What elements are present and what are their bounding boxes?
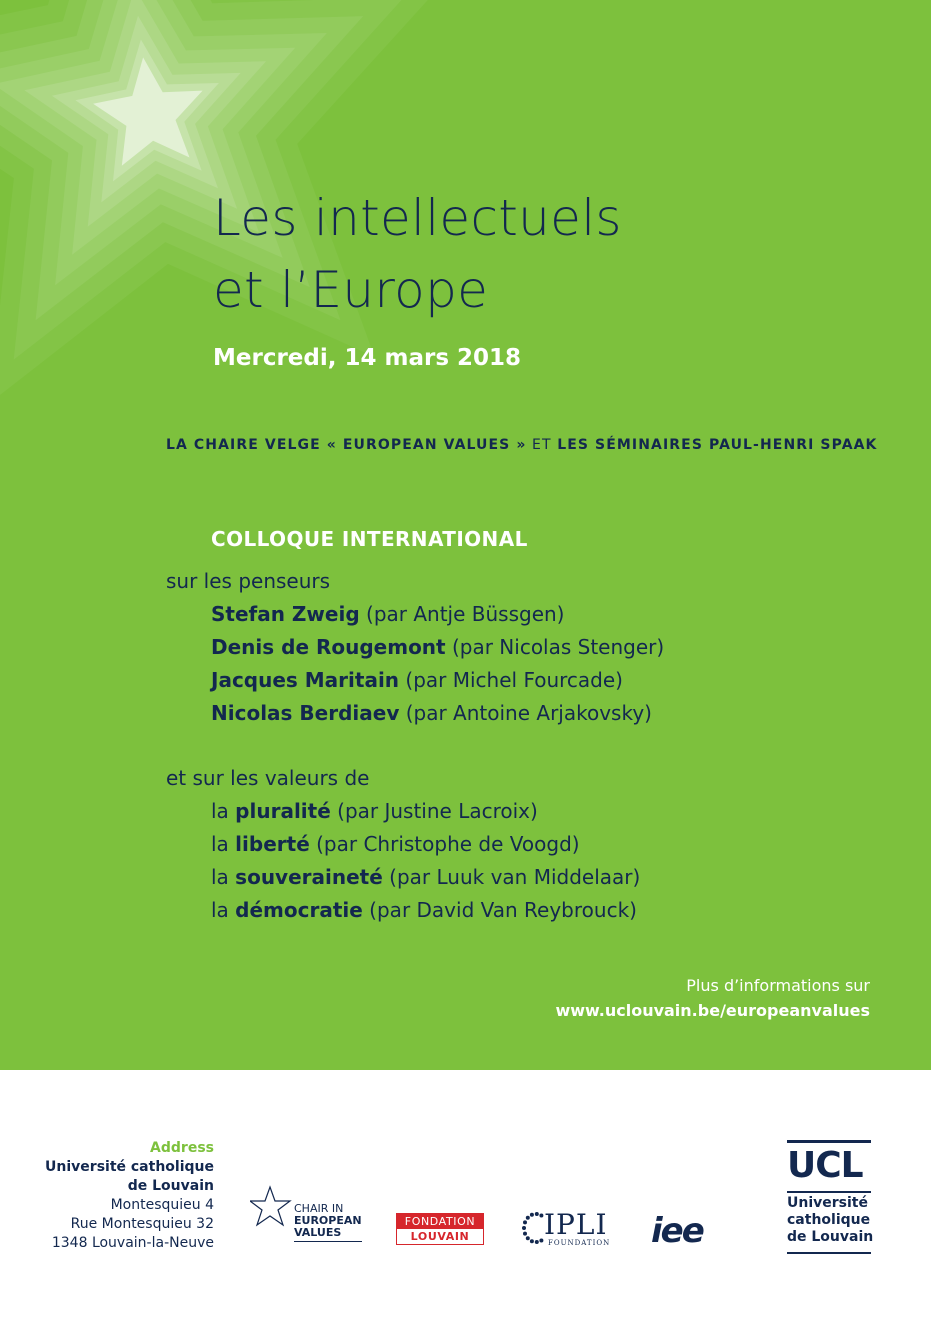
address-org-line-1: Université catholique	[45, 1159, 214, 1175]
more-info	[555, 973, 870, 1023]
speaker: (par Christophe de Voogd)	[309, 832, 580, 856]
speaker: (par Michel Fourcade)	[399, 668, 623, 692]
ucl-logo-acronym: UCL	[787, 1145, 863, 1186]
ucl-top-rule	[787, 1140, 871, 1143]
organizer-connector: ET	[526, 437, 558, 453]
thinker-name: Denis de Rougemont	[211, 635, 446, 659]
ucl-bottom-rule	[787, 1252, 871, 1254]
value-prefix: la	[211, 832, 236, 856]
thinker-name: Nicolas Berdiaev	[211, 701, 400, 725]
list-item	[211, 795, 640, 828]
star-outline-icon	[250, 1185, 294, 1231]
value-name: liberté	[235, 832, 310, 856]
chair-european-values-logo	[250, 1185, 362, 1247]
address-line-1: Montesquieu 4	[110, 1197, 214, 1213]
value-name: souveraineté	[235, 865, 383, 889]
ipli-logo-name: IPLI	[544, 1208, 608, 1241]
speaker: (par Antje Büssgen)	[359, 602, 565, 626]
organizer-chair: LA CHAIRE VELGE « EUROPEAN VALUES »	[166, 437, 527, 453]
list-item	[211, 697, 664, 730]
ipli-dots-icon	[520, 1210, 544, 1246]
list-item	[211, 598, 664, 631]
colloque-heading: COLLOQUE INTERNATIONAL	[211, 527, 528, 551]
address-block	[45, 1139, 214, 1253]
address-label: Address	[150, 1140, 214, 1156]
values-intro: et sur les valeurs de	[166, 766, 370, 790]
list-item	[211, 894, 640, 927]
chair-logo-line-3: VALUES	[294, 1226, 342, 1239]
address-line-2: Rue Montesquieu 32	[70, 1216, 214, 1232]
thinkers-list	[166, 565, 664, 730]
chair-logo-line-1: CHAIR IN	[294, 1202, 344, 1215]
more-info-label: Plus d’informations sur	[686, 976, 870, 995]
values-list	[166, 762, 640, 927]
ipli-logo-sub: FOUNDATION	[548, 1239, 611, 1247]
fondation-logo-line-2: LOUVAIN	[410, 1230, 470, 1243]
title-line-1: Les intellectuels	[213, 189, 622, 247]
thinker-name: Stefan Zweig	[211, 602, 360, 626]
organizer-seminars: LES SÉMINAIRES PAUL-HENRI SPAAK	[557, 437, 878, 453]
value-prefix: la	[211, 865, 236, 889]
title-line-2: et l’Europe	[213, 261, 489, 319]
address-org-line-2: de Louvain	[127, 1178, 214, 1194]
thinker-name: Jacques Maritain	[211, 668, 400, 692]
value-name: pluralité	[235, 799, 331, 823]
chair-logo-text	[294, 1203, 362, 1242]
organizers-line	[166, 437, 878, 453]
speaker: (par Nicolas Stenger)	[445, 635, 665, 659]
speaker: (par Antoine Arjakovsky)	[399, 701, 652, 725]
ucl-logo-line-1: Université	[787, 1195, 868, 1211]
chair-logo-line-2: EUROPEAN	[294, 1214, 362, 1227]
ipli-foundation-logo	[520, 1208, 612, 1248]
thinkers-intro: sur les penseurs	[166, 569, 331, 593]
address-line-3: 1348 Louvain-la-Neuve	[51, 1235, 214, 1251]
poster-title	[213, 182, 622, 326]
ucl-logo-name	[787, 1195, 873, 1246]
more-info-link[interactable]: www.uclouvain.be/europeanvalues	[555, 1001, 870, 1020]
ucl-logo	[787, 1140, 874, 1256]
iee-logo: iee	[651, 1211, 703, 1251]
fondation-louvain-logo	[396, 1213, 484, 1245]
value-name: démocratie	[235, 898, 363, 922]
fondation-logo-line-1: FONDATION	[397, 1214, 483, 1229]
speaker: (par David Van Reybrouck)	[362, 898, 637, 922]
list-item	[211, 828, 640, 861]
ucl-logo-line-2: catholique	[787, 1212, 871, 1228]
speaker: (par Luuk van Middelaar)	[382, 865, 641, 889]
value-prefix: la	[211, 799, 236, 823]
ucl-logo-line-3: de Louvain	[787, 1229, 874, 1245]
ucl-mid-rule	[787, 1191, 871, 1193]
value-prefix: la	[211, 898, 236, 922]
list-item	[211, 631, 664, 664]
event-date: Mercredi, 14 mars 2018	[213, 345, 522, 371]
list-item	[211, 664, 664, 697]
list-item	[211, 861, 640, 894]
speaker: (par Justine Lacroix)	[330, 799, 538, 823]
